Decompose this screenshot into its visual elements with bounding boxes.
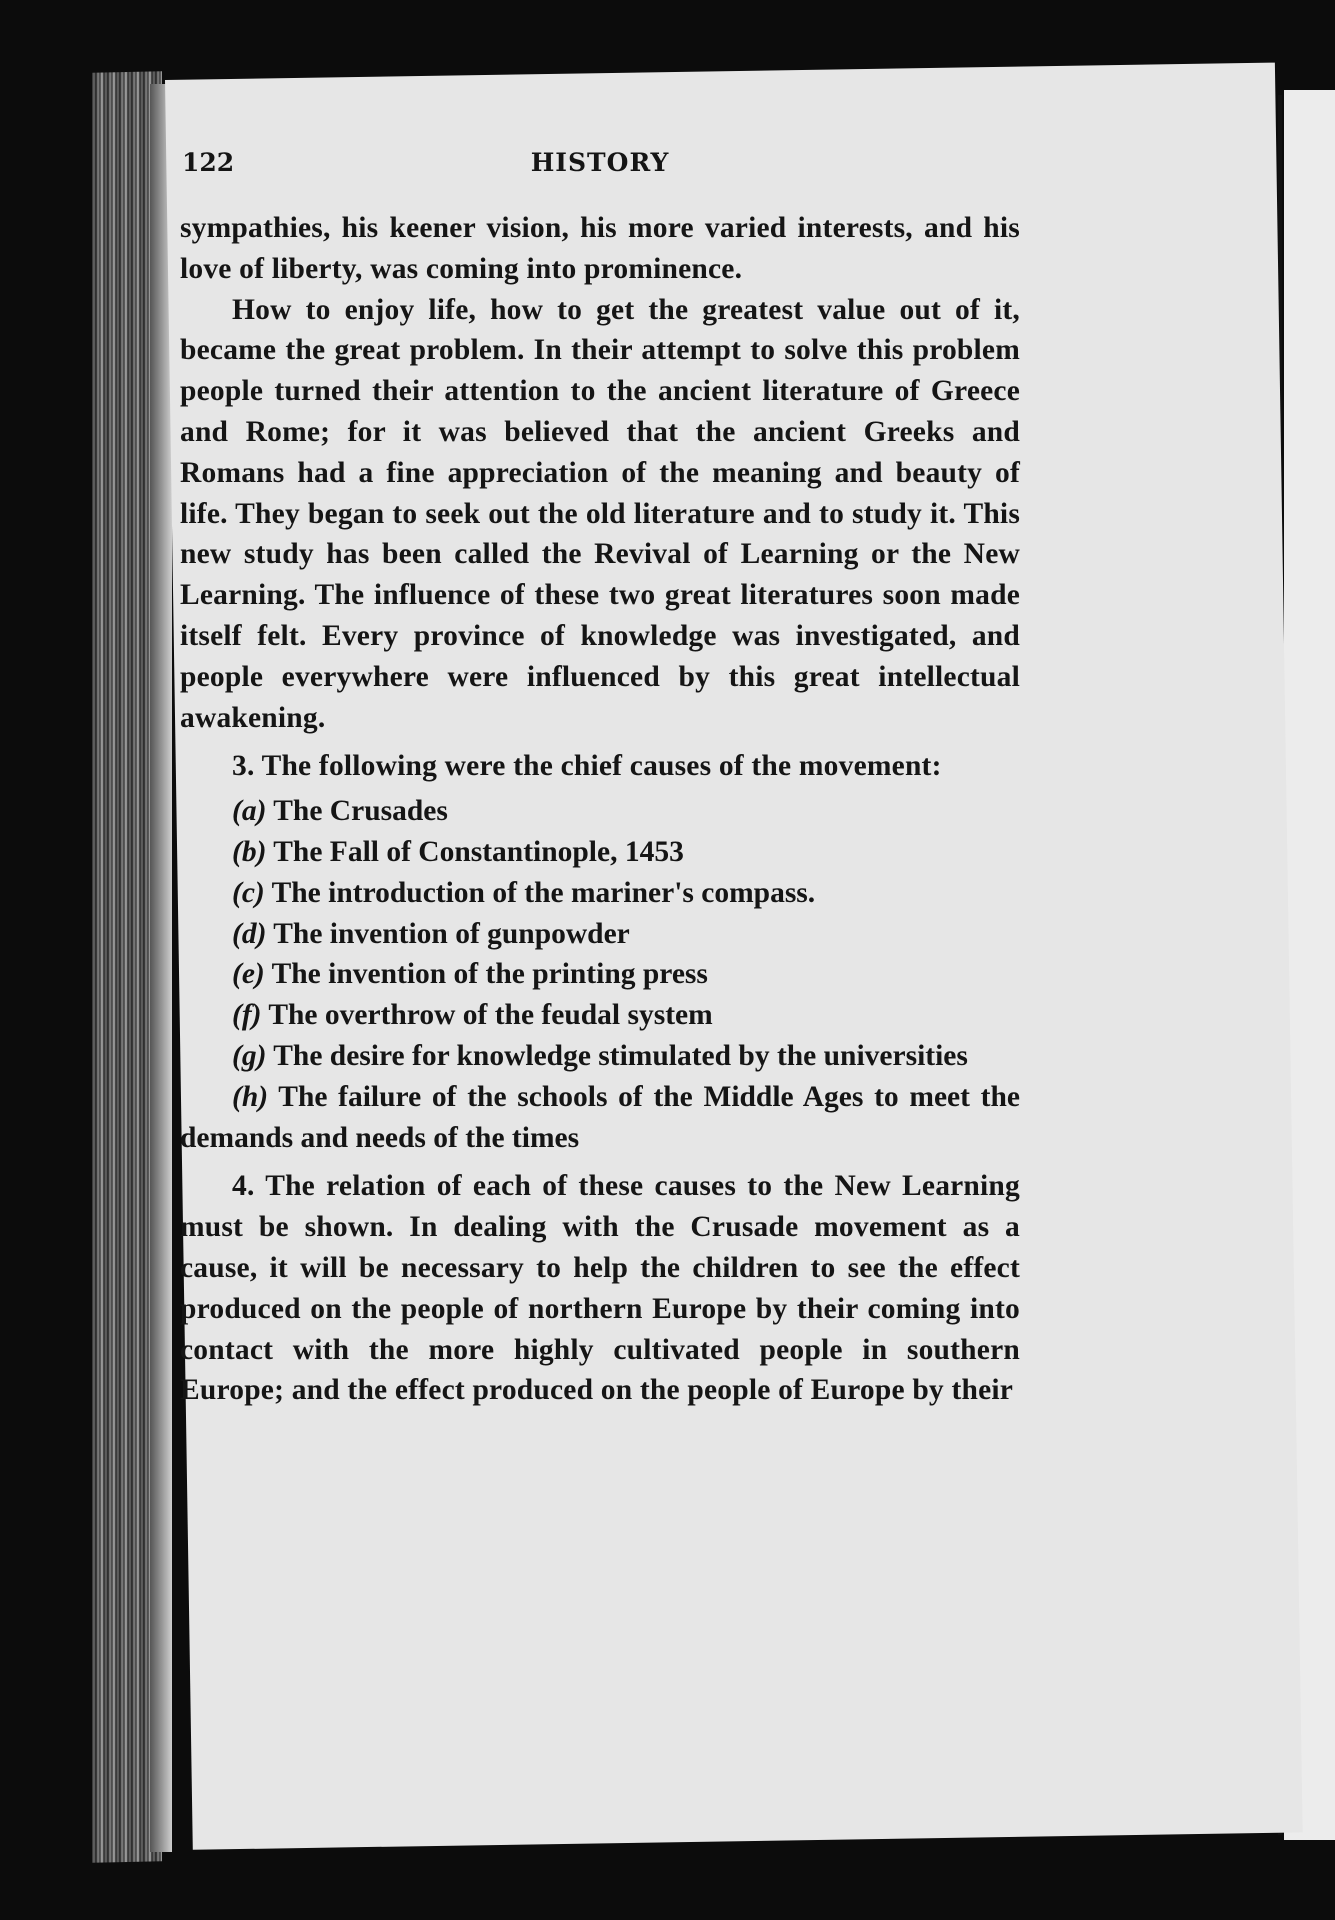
page-number: 122 [182, 148, 235, 177]
list-text: The introduction of the mariner's compass. [271, 876, 816, 909]
list-text: The invention of gunpowder [273, 917, 630, 950]
list-item [180, 832, 1020, 873]
list-marker: (h) [232, 1080, 269, 1113]
running-head [180, 148, 1020, 188]
running-title: HISTORY [530, 148, 670, 177]
list-text: The Fall of Constantinople, 1453 [273, 835, 684, 868]
list-item [180, 995, 1020, 1036]
list-marker: (a) [232, 795, 267, 828]
list-text: The overthrow of the feudal system [268, 999, 713, 1032]
list-marker: (b) [232, 835, 267, 868]
list-text: The Crusades [273, 795, 448, 828]
list-item [180, 954, 1020, 995]
page-content [180, 148, 1020, 1411]
list-marker: (g) [232, 1039, 267, 1072]
list-item [180, 873, 1020, 914]
paragraph-relation: 4. The relation of each of these causes to the New Learning must be shown. In dealing with the Crusade movement as a cause, it will be necessary to help the children to see the effect produced on the people of northern Europe by their coming into contact with the more highly cultivated people in southern Europe; and the effect produced on the people of Europe by their [180, 1170, 1020, 1407]
paragraph-causes-intro: 3. The following were the chief causes of the movement: [232, 750, 942, 783]
paragraph-continuation: sympathies, his keener vision, his more varied interests, and his love of liberty, was coming into prominence. [180, 212, 1020, 285]
list-marker: (e) [232, 958, 265, 991]
list-text: The invention of the printing press [271, 958, 708, 991]
list-marker: (c) [232, 876, 265, 909]
causes-list [180, 791, 1020, 1158]
list-item [180, 1077, 1020, 1159]
list-text: The failure of the schools of the Middle Ages to meet the demands and needs of the times [180, 1080, 1021, 1154]
list-item [180, 914, 1020, 955]
list-item [180, 1036, 1020, 1077]
list-marker: (f) [232, 999, 262, 1032]
paragraph-enjoy-life: How to enjoy life, how to get the greatest value out of it, became the great problem. In their attempt to solve this problem people turned their attention to the ancient literature of Greece and Rome; for it was believed that the ancient Greeks and Romans had a fine appreciation of the meaning and beauty of life. They began to seek out the old literature and to study it. This new study has been called the Revival of Learning or the New Learning. The influence of these two great literatures soon made itself felt. Every province of knowledge was investigated, and people everywhere were influenced by this great intellectual awakening. [180, 293, 1020, 734]
list-item [180, 791, 1020, 832]
list-text: The desire for knowledge stimulated by the universities [273, 1039, 968, 1072]
list-marker: (d) [232, 917, 267, 950]
